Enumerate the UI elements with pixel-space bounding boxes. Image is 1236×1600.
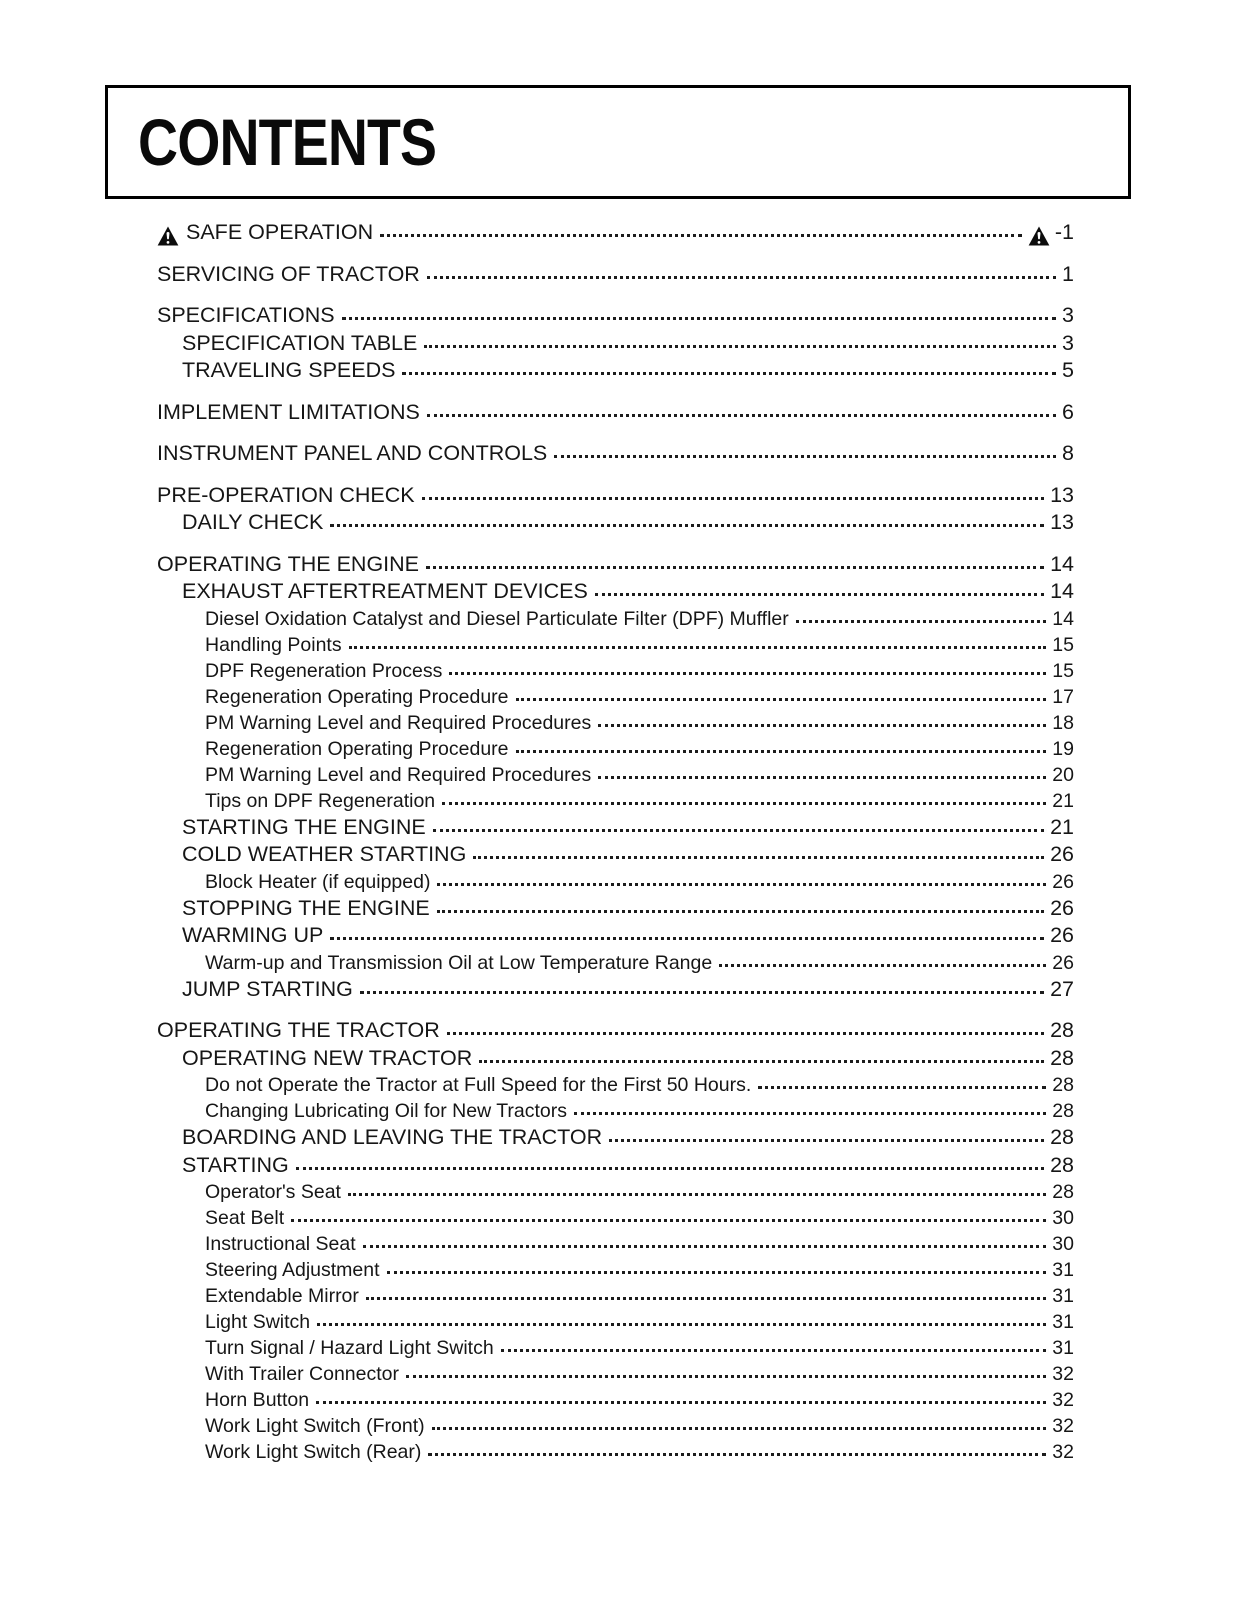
toc-entry-page — [1050, 841, 1074, 869]
page-number: 19 — [1052, 737, 1074, 760]
page-number: 31 — [1052, 1337, 1074, 1359]
toc-entry-label: OPERATING THE TRACTOR — [157, 1018, 440, 1042]
page-number: 32 — [1052, 1389, 1074, 1411]
page-number: 28 — [1052, 1100, 1074, 1122]
toc-entry-label: DAILY CHECK — [182, 510, 324, 534]
toc-entry — [157, 1257, 1074, 1283]
dot-leader — [363, 1245, 1047, 1248]
page-number: 32 — [1052, 1441, 1074, 1463]
toc-entry-page — [1052, 950, 1074, 976]
dot-leader — [758, 1086, 1046, 1089]
toc-entry-page — [1052, 1335, 1074, 1361]
dot-leader — [442, 802, 1046, 805]
toc-entry-page — [1052, 632, 1074, 658]
dot-leader — [387, 1271, 1047, 1274]
dot-leader — [516, 750, 1047, 753]
dot-leader — [427, 414, 1056, 417]
toc-entry-label: Tips on DPF Regeneration — [205, 789, 436, 812]
toc-entry — [157, 357, 1074, 385]
page-number: 8 — [1062, 441, 1074, 465]
dot-leader — [291, 1219, 1046, 1222]
page-number: 18 — [1052, 711, 1074, 734]
toc-entry — [157, 1072, 1074, 1098]
toc-entry — [157, 482, 1074, 510]
toc-entry-label: Regeneration Operating Procedure — [205, 685, 509, 708]
toc-entry-page — [1052, 1413, 1074, 1439]
toc-entry-label: Seat Belt — [205, 1207, 285, 1229]
page-number: 15 — [1052, 633, 1074, 656]
toc-entry — [157, 578, 1074, 606]
toc-entry — [157, 976, 1074, 1004]
dot-leader — [516, 698, 1047, 701]
toc-entry-label: IMPLEMENT LIMITATIONS — [157, 399, 420, 424]
page-number: 28 — [1052, 1181, 1074, 1203]
toc-entry-page — [1052, 658, 1074, 684]
table-of-contents — [157, 219, 1074, 1465]
toc-entry — [157, 1387, 1074, 1413]
dot-leader — [598, 776, 1046, 779]
toc-entry — [157, 841, 1074, 869]
toc-entry-label: Diesel Oxidation Catalyst and Diesel Particulate Filter (DPF) Muffler — [205, 607, 789, 630]
toc-entry-page — [1062, 399, 1074, 427]
toc-entry-label: Operator's Seat — [205, 1181, 341, 1203]
page-number: 21 — [1052, 789, 1074, 812]
toc-entry-page — [1052, 869, 1074, 895]
toc-entry-label: SPECIFICATION TABLE — [182, 330, 418, 355]
page-number: 31 — [1052, 1285, 1074, 1307]
dot-leader — [330, 524, 1044, 527]
toc-entry-page — [1052, 710, 1074, 736]
toc-entry-label: SPECIFICATIONS — [157, 303, 335, 327]
dot-leader — [428, 1453, 1046, 1456]
page-number: 3 — [1062, 303, 1074, 327]
page-title: CONTENTS — [138, 105, 437, 179]
toc-entry-page — [1052, 788, 1074, 814]
dot-leader — [427, 276, 1056, 279]
toc-entry-page — [1052, 684, 1074, 710]
toc-entry-page — [1052, 1309, 1074, 1335]
warning-triangle-icon — [157, 226, 179, 246]
dot-leader — [348, 1193, 1046, 1196]
toc-entry-label: Block Heater (if equipped) — [205, 870, 431, 893]
toc-entry — [157, 1439, 1074, 1465]
page-number: 14 — [1050, 551, 1074, 576]
page-number: -1 — [1054, 220, 1074, 244]
toc-entry-label: Do not Operate the Tractor at Full Speed for the First 50 Hours. — [205, 1074, 752, 1096]
dot-leader — [574, 1112, 1046, 1115]
dot-leader — [366, 1297, 1046, 1300]
dot-leader — [380, 234, 1022, 237]
dot-leader — [422, 497, 1044, 500]
toc-entry — [157, 632, 1074, 658]
toc-entry-label: Handling Points — [205, 633, 342, 656]
toc-entry-page — [1052, 606, 1074, 632]
page-number: 14 — [1050, 579, 1074, 603]
toc-entry-label: SAFE OPERATION — [186, 220, 374, 244]
toc-entry — [157, 1124, 1074, 1152]
toc-entry-label: Horn Button — [205, 1389, 310, 1411]
page-number: 30 — [1052, 1233, 1074, 1255]
toc-entry-label: Changing Lubricating Oil for New Tractors — [205, 1100, 567, 1122]
toc-entry-page — [1052, 1439, 1074, 1465]
toc-entry-label: With Trailer Connector — [205, 1363, 399, 1385]
toc-entry — [157, 658, 1074, 684]
page-number: 26 — [1050, 923, 1074, 947]
dot-leader — [501, 1349, 1047, 1352]
toc-entry — [157, 1231, 1074, 1257]
toc-entry-page — [1062, 440, 1074, 468]
dot-leader — [296, 1167, 1044, 1170]
toc-entry — [157, 1283, 1074, 1309]
toc-entry-label: Instructional Seat — [205, 1233, 356, 1255]
page-number: 26 — [1052, 951, 1074, 974]
page-number: 6 — [1062, 399, 1074, 424]
page-number: 3 — [1062, 330, 1074, 355]
toc-entry-label: Turn Signal / Hazard Light Switch — [205, 1337, 494, 1359]
page-number: 26 — [1050, 842, 1074, 866]
toc-entry-page — [1062, 261, 1074, 289]
toc-entry — [157, 219, 1074, 247]
toc-entry — [157, 710, 1074, 736]
toc-entry — [157, 1098, 1074, 1124]
page-number: 28 — [1050, 1018, 1074, 1042]
page-number: 17 — [1052, 685, 1074, 708]
dot-leader — [330, 937, 1044, 940]
toc-entry — [157, 1017, 1074, 1045]
dot-leader — [598, 724, 1046, 727]
dot-leader — [447, 1032, 1044, 1035]
toc-entry — [157, 330, 1074, 358]
toc-entry — [157, 922, 1074, 950]
page-number: 13 — [1050, 510, 1074, 534]
toc-entry-label: EXHAUST AFTERTREATMENT DEVICES — [182, 579, 588, 603]
toc-entry — [157, 1361, 1074, 1387]
toc-entry — [157, 762, 1074, 788]
toc-entry-page — [1052, 1231, 1074, 1257]
dot-leader — [554, 455, 1056, 458]
toc-entry-page — [1050, 509, 1074, 537]
dot-leader — [796, 620, 1047, 623]
toc-entry-label: Light Switch — [205, 1311, 311, 1333]
dot-leader — [437, 883, 1046, 886]
toc-entry-label: TRAVELING SPEEDS — [182, 358, 396, 382]
toc-entry-page — [1052, 1283, 1074, 1309]
dot-leader — [432, 1427, 1047, 1430]
toc-entry-page — [1050, 1124, 1074, 1152]
toc-entry — [157, 1045, 1074, 1073]
toc-entry — [157, 1309, 1074, 1335]
dot-leader — [433, 829, 1044, 832]
toc-entry-label: SERVICING OF TRACTOR — [157, 261, 420, 286]
dot-leader — [402, 372, 1056, 375]
page-number: 32 — [1052, 1363, 1074, 1385]
toc-entry-label: JUMP STARTING — [182, 976, 353, 1001]
dot-leader — [719, 964, 1046, 967]
page-number: 28 — [1052, 1074, 1074, 1096]
toc-entry-label: OPERATING NEW TRACTOR — [182, 1045, 473, 1070]
toc-entry-page — [1052, 1072, 1074, 1098]
toc-entry — [157, 261, 1074, 289]
toc-entry-page — [1028, 219, 1074, 247]
warning-triangle-icon — [1028, 226, 1050, 246]
toc-entry-label: Regeneration Operating Procedure — [205, 737, 509, 760]
toc-entry — [157, 736, 1074, 762]
page-number: 20 — [1052, 763, 1074, 786]
page-number: 30 — [1052, 1207, 1074, 1229]
toc-entry — [157, 302, 1074, 330]
contents-title-box — [105, 85, 1131, 199]
toc-entry — [157, 399, 1074, 427]
toc-entry-label: STOPPING THE ENGINE — [182, 895, 430, 920]
toc-entry-label: OPERATING THE ENGINE — [157, 551, 420, 576]
dot-leader — [449, 672, 1046, 675]
toc-entry — [157, 440, 1074, 468]
dot-leader — [473, 856, 1044, 859]
toc-entry-page — [1052, 1179, 1074, 1205]
page-number: 5 — [1062, 358, 1074, 382]
page-number: 31 — [1052, 1311, 1074, 1333]
toc-entry-label: BOARDING AND LEAVING THE TRACTOR — [182, 1125, 603, 1149]
toc-entry-label: PRE-OPERATION CHECK — [157, 482, 415, 507]
toc-entry — [157, 950, 1074, 976]
dot-leader — [316, 1401, 1046, 1404]
dot-leader — [595, 593, 1044, 596]
toc-entry-label: Work Light Switch (Front) — [205, 1415, 425, 1437]
toc-entry-page — [1052, 1387, 1074, 1413]
toc-entry-label: Steering Adjustment — [205, 1259, 380, 1281]
toc-entry — [157, 551, 1074, 579]
toc-entry-page — [1050, 1017, 1074, 1045]
toc-entry-label: Work Light Switch (Rear) — [205, 1441, 422, 1463]
page-number: 26 — [1050, 895, 1074, 920]
toc-entry-page — [1050, 1045, 1074, 1073]
page-number: 28 — [1050, 1152, 1074, 1177]
toc-entry — [157, 684, 1074, 710]
page-number: 31 — [1052, 1259, 1074, 1281]
toc-entry-page — [1050, 922, 1074, 950]
toc-entry — [157, 788, 1074, 814]
page-number: 1 — [1062, 261, 1074, 286]
dot-leader — [406, 1375, 1046, 1378]
toc-entry — [157, 1413, 1074, 1439]
toc-entry-label: DPF Regeneration Process — [205, 659, 443, 682]
toc-entry — [157, 814, 1074, 842]
toc-entry-label: PM Warning Level and Required Procedures — [205, 711, 592, 734]
toc-entry-label: WARMING UP — [182, 923, 324, 947]
toc-entry-page — [1050, 578, 1074, 606]
toc-entry-page — [1052, 736, 1074, 762]
toc-entry-page — [1052, 762, 1074, 788]
dot-leader — [609, 1139, 1044, 1142]
toc-entry-page — [1062, 302, 1074, 330]
page-number: 28 — [1050, 1045, 1074, 1070]
page-number: 32 — [1052, 1415, 1074, 1437]
toc-entry-label: Warm-up and Transmission Oil at Low Temperature Range — [205, 951, 713, 974]
toc-entry — [157, 895, 1074, 923]
toc-entry-page — [1050, 1152, 1074, 1180]
dot-leader — [342, 317, 1056, 320]
toc-entry — [157, 509, 1074, 537]
toc-entry-label: PM Warning Level and Required Procedures — [205, 763, 592, 786]
toc-entry — [157, 1205, 1074, 1231]
toc-entry-page — [1050, 482, 1074, 510]
toc-entry-label: STARTING THE ENGINE — [182, 814, 426, 839]
toc-entry — [157, 869, 1074, 895]
dot-leader — [317, 1323, 1046, 1326]
toc-entry-page — [1052, 1361, 1074, 1387]
toc-entry-page — [1052, 1205, 1074, 1231]
toc-entry-page — [1050, 551, 1074, 579]
dot-leader — [426, 566, 1044, 569]
page-number: 21 — [1050, 814, 1074, 839]
toc-entry-label: COLD WEATHER STARTING — [182, 842, 467, 866]
dot-leader — [349, 646, 1047, 649]
toc-entry-page — [1062, 330, 1074, 358]
toc-entry-page — [1050, 814, 1074, 842]
page-number: 15 — [1052, 659, 1074, 682]
toc-entry-page — [1052, 1098, 1074, 1124]
toc-entry — [157, 1335, 1074, 1361]
toc-entry — [157, 1152, 1074, 1180]
toc-entry-label: STARTING — [182, 1152, 289, 1177]
dot-leader — [437, 910, 1044, 913]
toc-entry-page — [1052, 1257, 1074, 1283]
toc-entry-label: Extendable Mirror — [205, 1285, 359, 1307]
page-number: 27 — [1050, 976, 1074, 1001]
toc-entry-page — [1050, 976, 1074, 1004]
dot-leader — [360, 991, 1044, 994]
page-number: 13 — [1050, 482, 1074, 507]
page-number: 28 — [1050, 1125, 1074, 1149]
toc-entry-page — [1062, 357, 1074, 385]
toc-entry — [157, 1179, 1074, 1205]
toc-entry-label: INSTRUMENT PANEL AND CONTROLS — [157, 441, 548, 465]
dot-leader — [479, 1060, 1044, 1063]
dot-leader — [424, 345, 1056, 348]
toc-entry — [157, 606, 1074, 632]
page-number: 26 — [1052, 870, 1074, 893]
page-number: 14 — [1052, 607, 1074, 630]
toc-entry-page — [1050, 895, 1074, 923]
